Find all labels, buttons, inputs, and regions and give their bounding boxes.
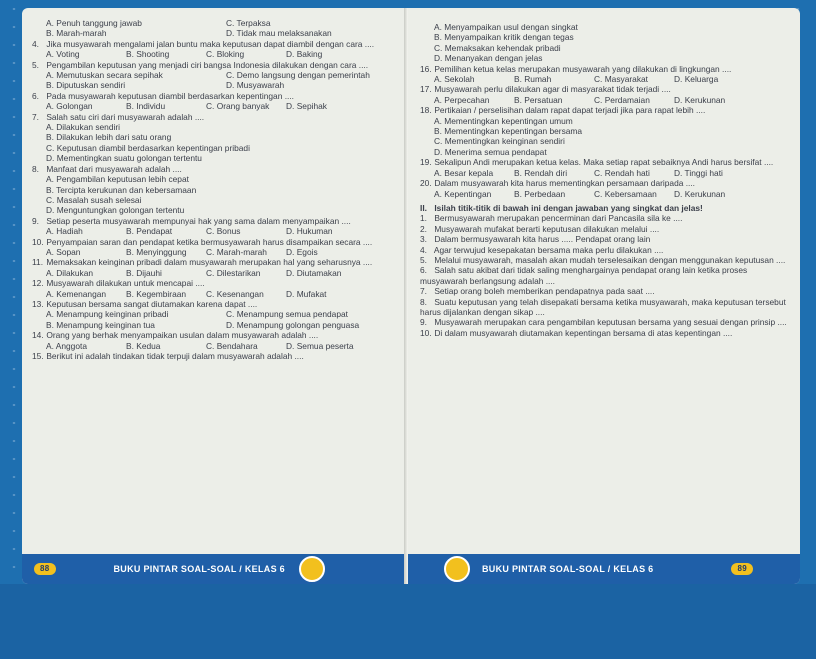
book-title: BUKU PINTAR SOAL-SOAL / KELAS 6 xyxy=(482,563,654,574)
question xyxy=(420,213,790,223)
question-number: 6. xyxy=(32,90,39,101)
question xyxy=(420,245,790,255)
answer-options xyxy=(420,136,790,146)
question-text: Melalui musyawarah, masalah akan mudah terselesaikan dengan menggunakan keputusan .... xyxy=(434,254,786,265)
answer-option: B. Perbedaan xyxy=(514,188,566,199)
answer-option: C. Mementingkan keinginan sendiri xyxy=(434,136,565,147)
answer-option: C. Demo langsung dengan pemerintah xyxy=(226,70,370,81)
answer-option: D. Sepihak xyxy=(286,101,327,112)
answer-option: B. Shooting xyxy=(126,49,170,60)
question-text: Musyawarah merupakan cara pengambilan keputusan bersama yang sesuai dengan prinsip .... xyxy=(434,317,787,328)
answer-option: C. Marah-marah xyxy=(206,246,267,257)
question-text: Pada musyawarah keputusan diambil berdasarkan kepentingan .... xyxy=(46,90,295,101)
answer-option: C. Keputusan diambil berdasarkan kepentingan pribadi xyxy=(46,142,250,153)
page-number: 88 xyxy=(34,563,56,575)
question xyxy=(32,164,398,174)
answer-option: A. Mementingkan kepentingan umum xyxy=(434,115,573,126)
question xyxy=(420,234,790,244)
answer-option: B. Kegembiraan xyxy=(126,288,187,299)
question xyxy=(420,328,790,338)
question-number: 5. xyxy=(420,254,427,265)
answer-option: B. Pendapat xyxy=(126,226,173,237)
answer-option: B. Menyinggung xyxy=(126,246,187,257)
answer-option: B. Rendah diri xyxy=(514,167,568,178)
question-text: Orang yang berhak menyampaikan usulan dalam musyawarah adalah .... xyxy=(46,330,319,341)
answer-option: D. Musyawarah xyxy=(226,80,285,91)
left-footer xyxy=(22,554,408,584)
answer-options xyxy=(32,268,398,278)
answer-option xyxy=(136,18,226,28)
question-number: II. xyxy=(420,202,427,213)
answer-options xyxy=(32,132,398,142)
question xyxy=(420,286,790,296)
question xyxy=(420,265,790,286)
answer-options xyxy=(420,116,790,126)
question-number: 1. xyxy=(420,213,427,224)
answer-option: B. Tercipta kerukunan dan kebersamaan xyxy=(46,184,197,195)
question-text: Berikut ini adalah tindakan tidak terpuji dalam musyawarah adalah .... xyxy=(46,351,304,361)
question xyxy=(420,178,790,188)
question-number: 7. xyxy=(420,286,427,297)
answer-option xyxy=(136,320,226,330)
answer-option: C. Rendah hati xyxy=(594,167,650,178)
question xyxy=(420,157,790,167)
answer-options xyxy=(32,174,398,184)
question-number: 7. xyxy=(32,111,39,122)
answer-options xyxy=(420,168,790,178)
question xyxy=(32,91,398,101)
answer-options xyxy=(420,189,790,199)
question xyxy=(32,299,398,309)
question-text: Musyawarah perlu dilakukan agar di masyarakat tidak terjadi .... xyxy=(434,84,671,95)
answer-options xyxy=(32,289,398,299)
answer-options xyxy=(420,43,790,53)
answer-options xyxy=(32,28,398,38)
answer-options xyxy=(32,205,398,215)
answer-option: A. Besar kepala xyxy=(434,167,494,178)
question-text: Pengambilan keputusan yang menjadi ciri bangsa Indonesia dilakukan dengan cara .... xyxy=(46,59,369,70)
answer-option: C. Kebersamaan xyxy=(594,188,657,199)
answer-option: B. Mementingkan kepentingan bersama xyxy=(434,126,583,137)
answer-option: D. Kerukunan xyxy=(674,188,726,199)
question-number: 15. xyxy=(32,351,44,361)
answer-option: D. Semua peserta xyxy=(286,340,354,351)
answer-options xyxy=(32,153,398,163)
question xyxy=(32,351,398,361)
answer-option: C. Orang banyak xyxy=(206,101,270,112)
question-text: Pertikaian / perselisihan dalam rapat dapat terjadi jika para rapat lebih .... xyxy=(434,105,706,116)
answer-option: C. Bonus xyxy=(206,226,241,237)
answer-option: A. Perpecahan xyxy=(434,94,490,105)
answer-options xyxy=(32,18,398,28)
page-number: 89 xyxy=(731,563,753,575)
question xyxy=(420,297,790,318)
question-text: Dalam bermusyawarah kita harus ..... Pendapat orang lain xyxy=(434,234,651,245)
question-number: 5. xyxy=(32,59,39,70)
question-number: 12. xyxy=(32,278,44,289)
question-number: 4. xyxy=(420,244,427,255)
answer-option: A. Penuh tanggung jawab xyxy=(46,18,142,28)
question-number: 9. xyxy=(32,215,39,226)
answer-option: D. Mufakat xyxy=(286,288,327,299)
answer-option: A. Sopan xyxy=(46,246,81,257)
question-number: 9. xyxy=(420,317,427,328)
question xyxy=(32,237,398,247)
answer-option: A. Golongan xyxy=(46,101,93,112)
answer-options xyxy=(32,341,398,351)
answer-option: D. Egois xyxy=(286,246,318,257)
answer-options xyxy=(32,247,398,257)
question xyxy=(32,60,398,70)
book-title: BUKU PINTAR SOAL-SOAL / KELAS 6 xyxy=(113,563,285,574)
answer-option: D. Tidak mau melaksanakan xyxy=(226,28,332,39)
question-text: Bermusyawarah merupakan pencerminan dari Pancasila sila ke .... xyxy=(434,213,683,224)
question xyxy=(32,257,398,267)
question-text: Jika musyawarah mengalami jalan buntu maka keputusan dapat diambil dengan cara .... xyxy=(46,38,375,49)
right-footer xyxy=(408,554,800,584)
answer-options xyxy=(420,32,790,42)
answer-option: B. Kedua xyxy=(126,340,161,351)
right-page xyxy=(408,8,800,584)
answer-option: C. Masyarakat xyxy=(594,74,648,85)
question-text: Agar terwujud kesepakatan bersama maka perlu dilakukan .... xyxy=(433,244,664,255)
question xyxy=(32,330,398,340)
answer-option: D. Mementingkan suatu golongan tertentu xyxy=(46,153,202,164)
answer-option: C. Masalah susah selesai xyxy=(46,194,142,205)
answer-option: B. Menampung keinginan tua xyxy=(46,319,155,330)
answer-option: D. Tinggi hati xyxy=(674,167,723,178)
answer-option: B. Rumah xyxy=(514,74,552,85)
answer-options xyxy=(32,185,398,195)
answer-options xyxy=(420,22,790,32)
answer-options xyxy=(32,101,398,111)
question xyxy=(420,224,790,234)
question xyxy=(420,317,790,327)
answer-option: A. Pengambilan keputusan lebih cepat xyxy=(46,174,189,185)
answer-options xyxy=(32,70,398,80)
question-number: 17. xyxy=(420,84,432,95)
answer-options xyxy=(32,122,398,132)
answer-option: A. Menampung keinginan pribadi xyxy=(46,309,169,320)
answer-option: C. Bendahara xyxy=(206,340,258,351)
answer-options xyxy=(32,195,398,205)
answer-options xyxy=(32,49,398,59)
question-text: Di dalam musyawarah diutamakan kepentingan bersama di atas kepentingan .... xyxy=(434,327,733,338)
question-number: 14. xyxy=(32,330,44,341)
answer-option: C. Bloking xyxy=(206,49,245,60)
question-text: Musyawarah mufakat berarti keputusan dilakukan melalui .... xyxy=(434,223,660,234)
answer-options xyxy=(32,320,398,330)
question-number: 10. xyxy=(420,327,432,338)
answer-option: D. Menerima semua pendapat xyxy=(434,146,547,157)
answer-option: B. Marah-marah xyxy=(46,28,107,39)
answer-options xyxy=(420,95,790,105)
answer-option: D. Hukuman xyxy=(286,226,333,237)
answer-option: B. Menyampaikan kritik dengan tegas xyxy=(434,32,574,43)
question-text: Manfaat dari musyawarah adalah .... xyxy=(46,163,182,174)
question xyxy=(420,105,790,115)
answer-option: C. Perdamaian xyxy=(594,94,650,105)
question-text: Setiap orang boleh memberikan pendapatnya pada saat .... xyxy=(434,286,655,297)
question-number: 3. xyxy=(420,234,427,245)
question xyxy=(32,39,398,49)
question xyxy=(420,84,790,94)
question-number: 11. xyxy=(32,257,44,268)
answer-option: A. Dilakukan sendiri xyxy=(46,122,121,133)
answer-option: D. Menguntungkan golongan tertentu xyxy=(46,205,185,216)
answer-option: C. Dilestarikan xyxy=(206,267,261,278)
answer-option: C. Memaksakan kehendak pribadi xyxy=(434,42,561,53)
answer-option: D. Kerukunan xyxy=(674,94,726,105)
answer-options xyxy=(420,74,790,84)
answer-option: D. Diutamakan xyxy=(286,267,342,278)
question xyxy=(420,64,790,74)
answer-options xyxy=(32,143,398,153)
answer-options xyxy=(32,226,398,236)
answer-option: D. Menampung golongan penguasa xyxy=(226,319,360,330)
question-number: 19. xyxy=(420,157,432,168)
left-page-content xyxy=(32,18,398,361)
question-text: Memaksakan keinginan pribadi dalam musyawarah merupakan hal yang seharusnya .... xyxy=(46,257,373,268)
question-number: 20. xyxy=(420,178,432,189)
answer-options xyxy=(420,126,790,136)
answer-options xyxy=(32,309,398,319)
mascot-icon xyxy=(299,556,325,582)
answer-option xyxy=(136,28,226,38)
question-text: Keputusan bersama sangat diutamakan karena dapat .... xyxy=(46,298,258,309)
answer-options xyxy=(420,53,790,63)
answer-option: D. Baking xyxy=(286,49,323,60)
answer-options xyxy=(420,147,790,157)
section-heading xyxy=(420,203,790,213)
question-number: 6. xyxy=(420,265,427,276)
question-number: 16. xyxy=(420,63,432,74)
answer-option: A. Kemenangan xyxy=(46,288,107,299)
answer-option: A. Menyampaikan usul dengan singkat xyxy=(434,22,578,32)
question-text: Salah satu akibat dari tidak saling menghargainya pendapat orang lain ketika proses musyawarah berlangsung adalah .... xyxy=(420,265,748,286)
answer-option xyxy=(136,70,226,80)
question-number: 2. xyxy=(420,223,427,234)
question xyxy=(32,278,398,288)
answer-option xyxy=(136,80,226,90)
answer-option: C. Menampung semua pendapat xyxy=(226,309,348,320)
question xyxy=(32,216,398,226)
question-text: Salah satu ciri dari musyawarah adalah .... xyxy=(46,111,205,122)
question-number: 8. xyxy=(420,296,427,307)
answer-option: A. Anggota xyxy=(46,340,87,351)
question-number: 18. xyxy=(420,105,432,116)
question-text: Musyawarah dilakukan untuk mencapai .... xyxy=(46,278,205,289)
answer-option: C. Terpaksa xyxy=(226,18,271,28)
question-text: Setiap peserta musyawarah mempunyai hak yang sama dalam menyampaikan .... xyxy=(46,215,351,226)
desk-background xyxy=(0,584,816,659)
answer-option: A. Voting xyxy=(46,49,80,60)
question xyxy=(420,255,790,265)
answer-option: A. Sekolah xyxy=(434,74,475,85)
answer-option: D. Menanyakan dengan jelas xyxy=(434,53,543,64)
answer-option: B. Diputuskan sendiri xyxy=(46,80,126,91)
question xyxy=(32,112,398,122)
answer-option: A. Dilakukan xyxy=(46,267,94,278)
question-text: Suatu keputusan yang telah disepakati bersama ketika musyawarah, maka keputusan tersebut harus dijalankan dengan sikap .... xyxy=(420,296,786,317)
question-text: Dalam musyawarah kita harus mementingkan persamaan daripada .... xyxy=(434,178,696,189)
answer-option: B. Dilakukan lebih dari satu orang xyxy=(46,132,172,143)
question-text: Isilah titik-titik di bawah ini dengan jawaban yang singkat dan jelas! xyxy=(434,202,703,213)
question-number: 8. xyxy=(32,163,39,174)
right-page-content xyxy=(420,22,790,338)
answer-options xyxy=(32,80,398,90)
question-number: 4. xyxy=(32,38,39,49)
left-page xyxy=(22,8,408,584)
question-number: 13. xyxy=(32,298,44,309)
answer-option xyxy=(136,309,226,319)
answer-option: A. Memutuskan secara sepihak xyxy=(46,70,163,81)
answer-option: B. Persatuan xyxy=(514,94,563,105)
question-text: Penyampaian saran dan pendapat ketika bermusyawarah harus disampaikan secara .... xyxy=(46,236,373,247)
answer-option: B. Dijauhi xyxy=(126,267,162,278)
answer-option: A. Kepentingan xyxy=(434,188,492,199)
answer-option: D. Keluarga xyxy=(674,74,719,85)
mascot-icon xyxy=(444,556,470,582)
question-number: 10. xyxy=(32,236,44,247)
question-text: Pemilihan ketua kelas merupakan musyawarah yang dilakukan di lingkungan .... xyxy=(434,63,732,74)
answer-option: A. Hadiah xyxy=(46,226,83,237)
question-text: Sekalipun Andi merupakan ketua kelas. Maka setiap rapat sebaiknya Andi harus bersifat .... xyxy=(434,157,774,168)
answer-option: B. Individu xyxy=(126,101,166,112)
answer-option: C. Kesenangan xyxy=(206,288,264,299)
